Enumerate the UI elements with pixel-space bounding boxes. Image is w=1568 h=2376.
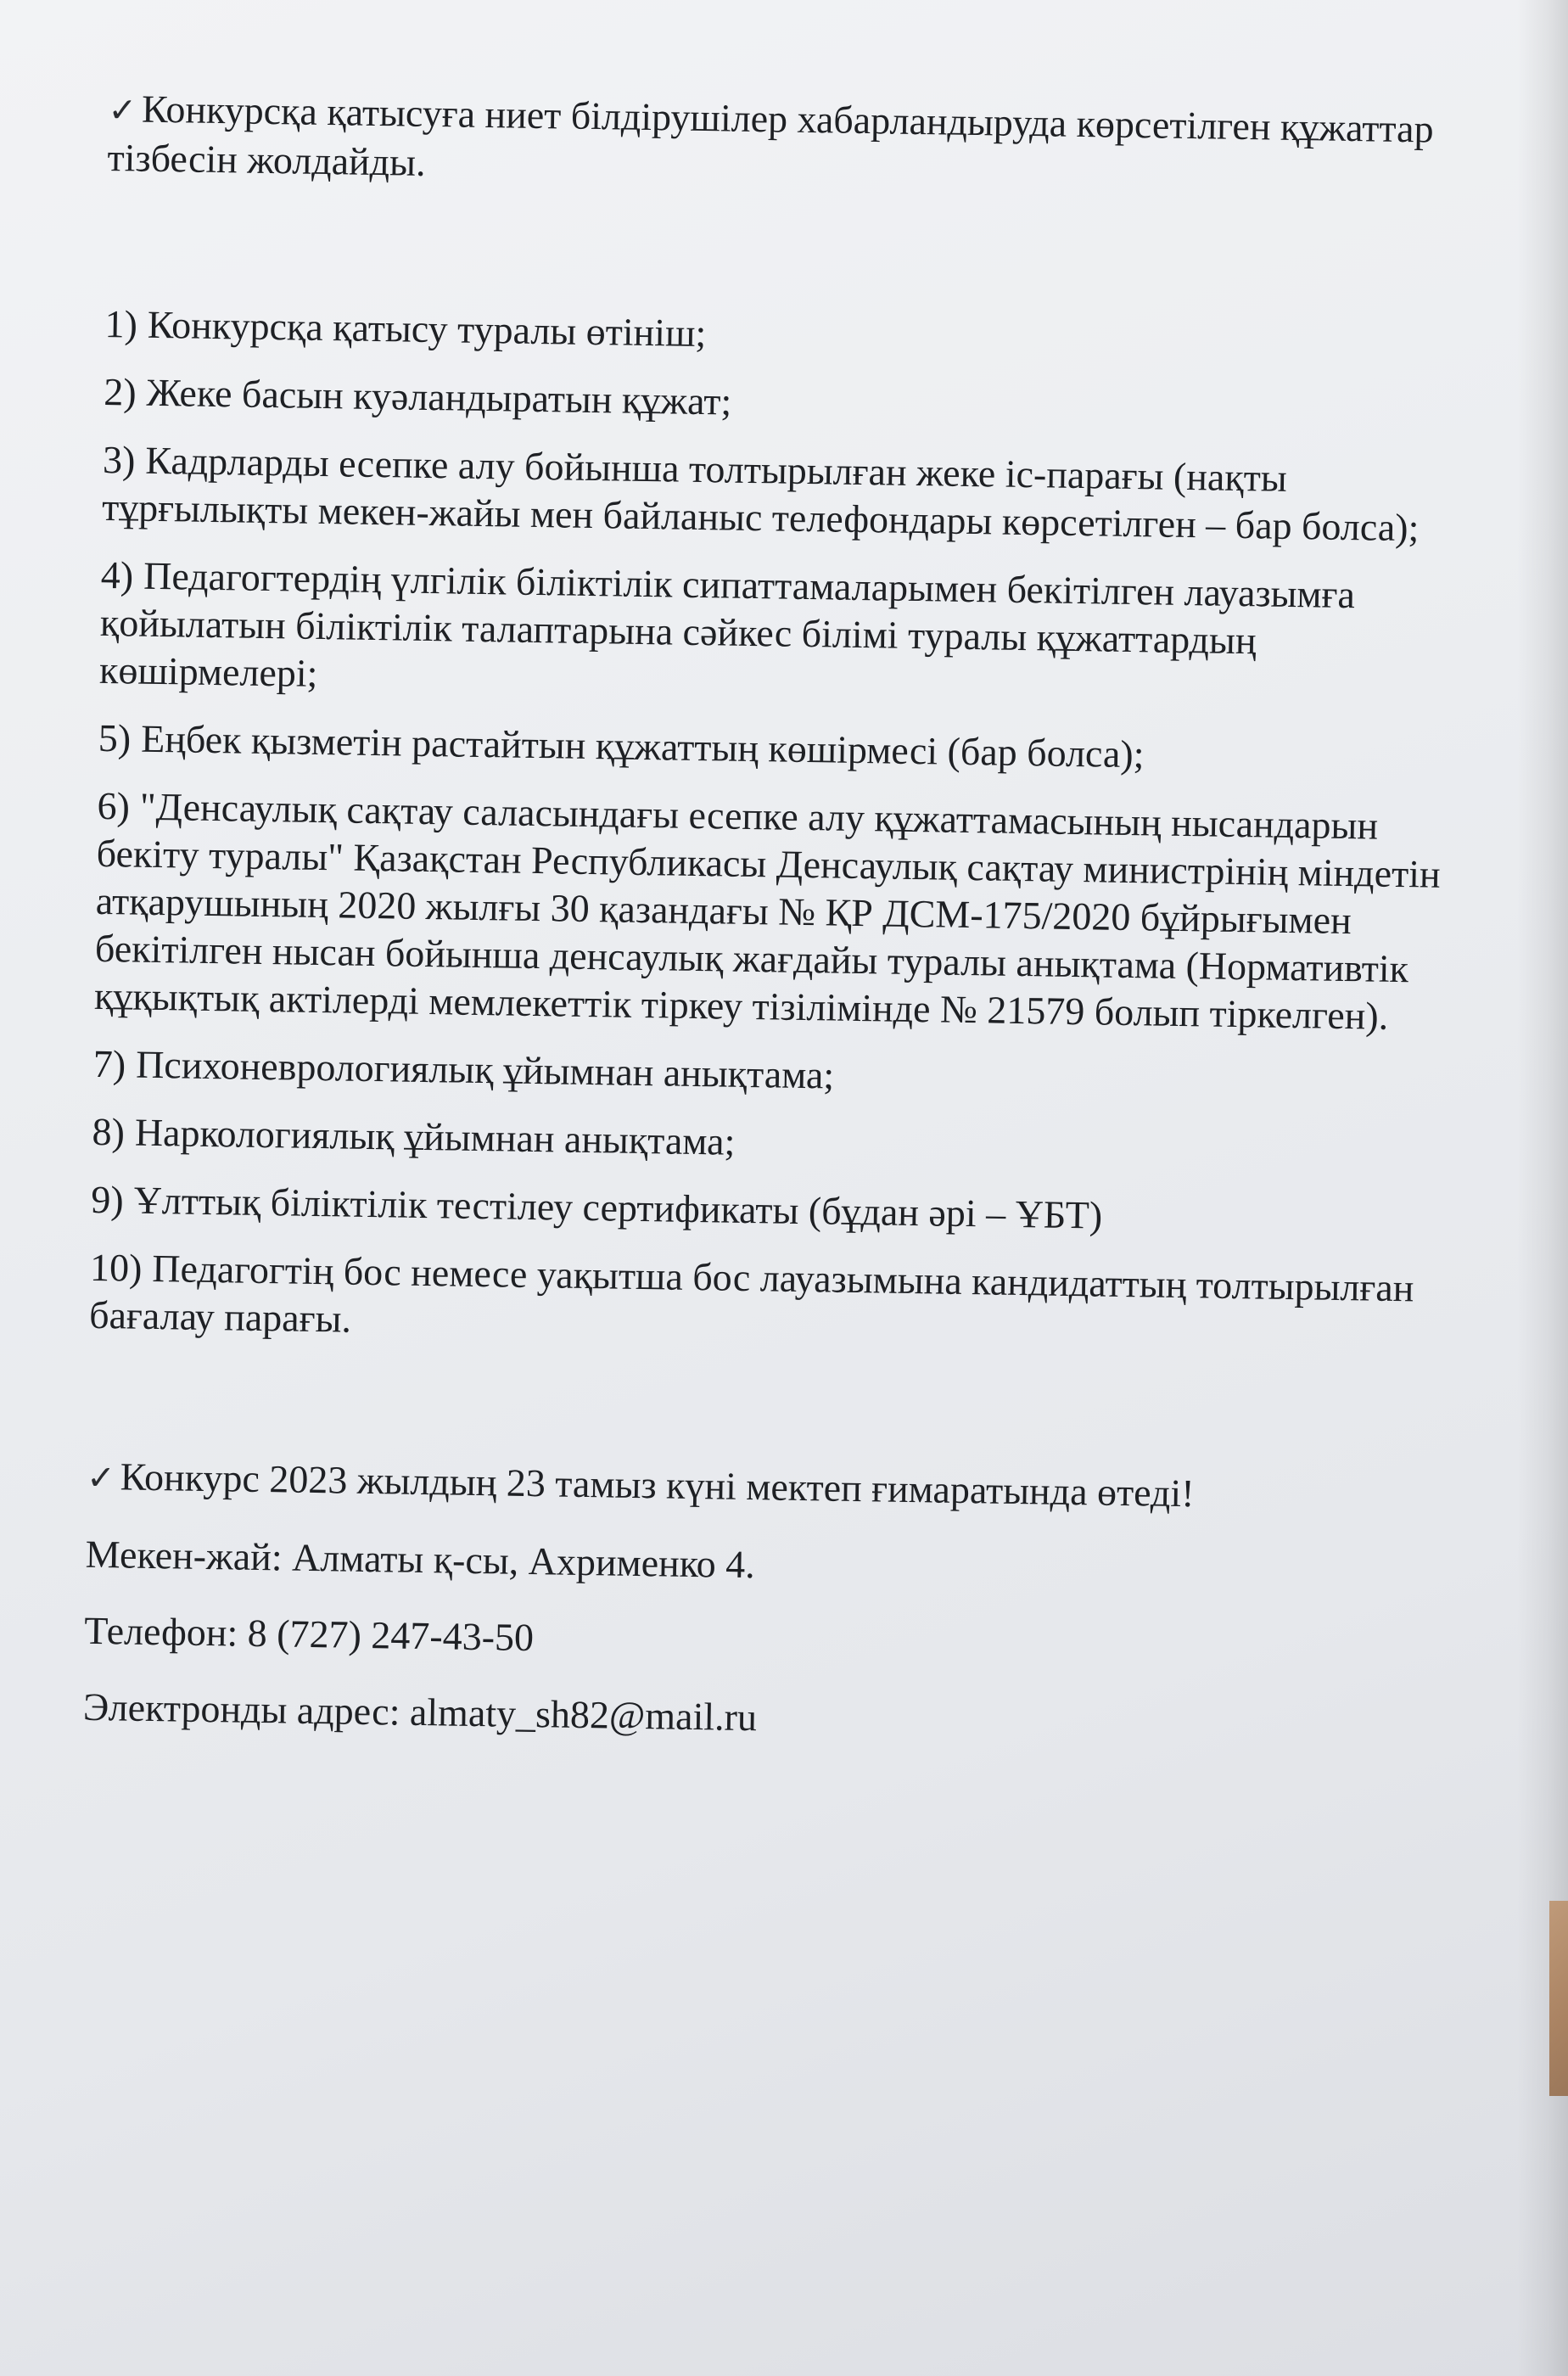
- list-item: 3) Кадрларды есепке алу бойынша толтырылған жеке іс-парағы (нақты тұрғылықты мекен-жайы мен байланыс телефондары көрсетілген – бар болса);: [101, 437, 1420, 550]
- list-item: 6) "Денсаулық сақтау саласындағы есепке алу құжаттамасының нысандарын бекіту туралы" Қазақстан Республикасы Денсаулық сақтау министрінің міндетін атқарушының 2020 жылғы 30 қазандағы № ҚР ДСМ-175/2020 бұйрығымен бекітілген нысан бойынша денсаулық жағдайы туралы анықтама (Нормативтік құқықтық актілерді мемлекеттік тіркеу тізілімінде № 21579 болып тіркелген).: [93, 783, 1441, 1038]
- check-mark-icon: ✓: [108, 90, 137, 131]
- address-line: Мекен-жай: Алматы қ-сы, Ахрименко 4.: [85, 1532, 756, 1587]
- email-line: Электронды адрес: almaty_sh82@mail.ru: [82, 1684, 758, 1740]
- phone-line: Телефон: 8 (727) 247-43-50: [83, 1608, 535, 1660]
- list-item: 5) Еңбек қызметін растайтын құжаттың көшірмесі (бар болса);: [98, 715, 1145, 776]
- intro-paragraph: [107, 85, 1466, 203]
- list-item: 7) Психоневрологиялық ұйымнан анықтама;: [92, 1041, 835, 1097]
- check-mark-icon: ✓: [86, 1458, 116, 1499]
- list-item: 1) Конкурсқа қатысу туралы өтініш;: [104, 301, 707, 356]
- documents-list: [89, 300, 1463, 1360]
- intro-text: Конкурсқа қатысуға ниет білдірушілер хабарландыруда көрсетілген құжаттар тізбесін жолдайды.: [107, 87, 1434, 184]
- list-item: 4) Педагогтердің үлгілік біліктілік сипаттамаларымен бекітілген лауазымға қойылатын біліктілік талаптарына сәйкес білімі туралы құжаттардың көшірмелері;: [98, 552, 1356, 695]
- document-body: [82, 85, 1466, 1781]
- announcement-text: Конкурс 2023 жылдың 23 тамыз күні мектеп ғимаратында өтеді!: [120, 1454, 1195, 1516]
- list-item: 10) Педагогтің бос немесе уақытша бос лауазымына кандидаттың толтырылған бағалау парағы.: [88, 1245, 1414, 1341]
- list-item: 8) Наркологиялық ұйымнан анықтама;: [92, 1109, 736, 1163]
- list-item: 9) Ұлттық біліктілік тестілеу сертификаты (бұдан әрі – ҰБТ): [90, 1177, 1103, 1237]
- list-item: 2) Жеке басын куәландыратын құжат;: [103, 369, 732, 423]
- background-object: [1549, 1901, 1568, 2096]
